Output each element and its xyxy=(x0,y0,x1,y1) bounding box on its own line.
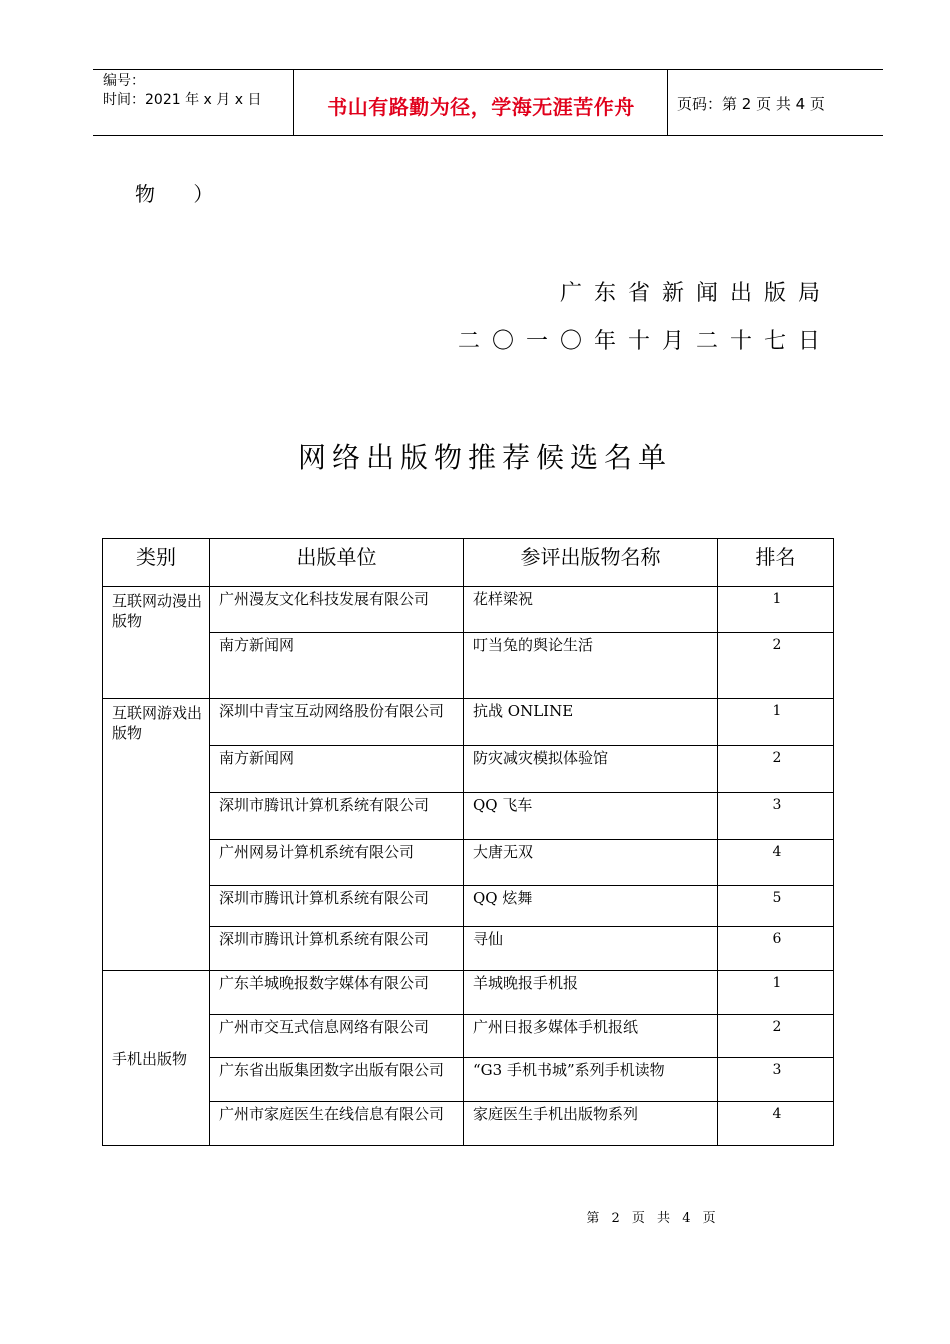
unit-cell: 深圳市腾讯计算机系统有限公司 xyxy=(210,886,464,927)
title-cell: 家庭医生手机出版物系列 xyxy=(464,1102,718,1146)
text-fragment: 物 ） xyxy=(135,182,230,206)
table-row xyxy=(103,746,834,793)
column-header-title: 参评出版物名称 xyxy=(464,539,718,587)
code-label: 编号： xyxy=(103,73,145,89)
column-header-unit: 出版单位 xyxy=(210,539,464,587)
table-row xyxy=(103,633,834,699)
unit-cell: 南方新闻网 xyxy=(210,746,464,793)
table-row xyxy=(103,793,834,840)
rank-cell: 4 xyxy=(718,840,834,886)
rank-cell: 6 xyxy=(718,927,834,971)
footer-page-number: 第 2 页 共 4 页 xyxy=(586,1211,720,1226)
unit-cell: 广东省出版集团数字出版有限公司 xyxy=(210,1058,464,1102)
rank-cell: 1 xyxy=(718,587,834,633)
rank-cell: 5 xyxy=(718,886,834,927)
table-row xyxy=(103,886,834,927)
table-row xyxy=(103,587,834,633)
table-row xyxy=(103,1102,834,1146)
table-row xyxy=(103,1015,834,1058)
unit-cell: 广东羊城晚报数字媒体有限公司 xyxy=(210,971,464,1015)
header-top-rule xyxy=(93,69,883,70)
unit-cell: 深圳市腾讯计算机系统有限公司 xyxy=(210,793,464,840)
table-row xyxy=(103,699,834,746)
header-motto: 书山有路勤为径，学海无涯苦作舟 xyxy=(327,95,635,119)
unit-cell: 深圳市腾讯计算机系统有限公司 xyxy=(210,927,464,971)
candidate-table xyxy=(102,538,834,1146)
rank-cell: 2 xyxy=(718,633,834,699)
table-header-row xyxy=(103,539,834,587)
time-label: 时间：2021 年 x 月 x 日 xyxy=(103,92,262,108)
signature-date: 二〇一〇年十月二十七日 xyxy=(457,329,832,354)
header-page-label: 页码：第 2 页 共 4 页 xyxy=(677,95,825,113)
unit-cell: 广州市交互式信息网络有限公司 xyxy=(210,1015,464,1058)
title-cell: 抗战 ONLINE xyxy=(464,699,718,746)
signature-organization: 广东省新闻出版局 xyxy=(559,281,832,306)
category-cell: 互联网游戏出版物 xyxy=(103,699,210,971)
unit-cell: 广州市家庭医生在线信息有限公司 xyxy=(210,1102,464,1146)
category-cell: 手机出版物 xyxy=(103,971,210,1146)
rank-cell: 2 xyxy=(718,1015,834,1058)
column-header-rank: 排名 xyxy=(718,539,834,587)
rank-cell: 3 xyxy=(718,1058,834,1102)
title-cell: 叮当兔的舆论生活 xyxy=(464,633,718,699)
header-bottom-rule xyxy=(93,135,883,136)
table-row xyxy=(103,1058,834,1102)
rank-cell: 4 xyxy=(718,1102,834,1146)
table-row xyxy=(103,840,834,886)
rank-cell: 1 xyxy=(718,971,834,1015)
unit-cell: 广州网易计算机系统有限公司 xyxy=(210,840,464,886)
title-cell: QQ 炫舞 xyxy=(464,886,718,927)
category-cell: 互联网动漫出版物 xyxy=(103,587,210,699)
unit-cell: 深圳中青宝互动网络股份有限公司 xyxy=(210,699,464,746)
rank-cell: 3 xyxy=(718,793,834,840)
rank-cell: 2 xyxy=(718,746,834,793)
title-cell: 花样梁祝 xyxy=(464,587,718,633)
table-row xyxy=(103,971,834,1015)
list-title: 网络出版物推荐候选名单 xyxy=(297,441,672,474)
title-cell: 广州日报多媒体手机报纸 xyxy=(464,1015,718,1058)
title-cell: QQ 飞车 xyxy=(464,793,718,840)
title-cell: 大唐无双 xyxy=(464,840,718,886)
unit-cell: 广州漫友文化科技发展有限公司 xyxy=(210,587,464,633)
title-cell: 防灾减灾模拟体验馆 xyxy=(464,746,718,793)
title-cell: “G3 手机书城”系列手机读物 xyxy=(464,1058,718,1102)
title-cell: 寻仙 xyxy=(464,927,718,971)
unit-cell: 南方新闻网 xyxy=(210,633,464,699)
rank-cell: 1 xyxy=(718,699,834,746)
header-meta xyxy=(103,72,261,110)
table-row xyxy=(103,927,834,971)
column-header-category: 类别 xyxy=(103,539,210,587)
title-cell: 羊城晚报手机报 xyxy=(464,971,718,1015)
